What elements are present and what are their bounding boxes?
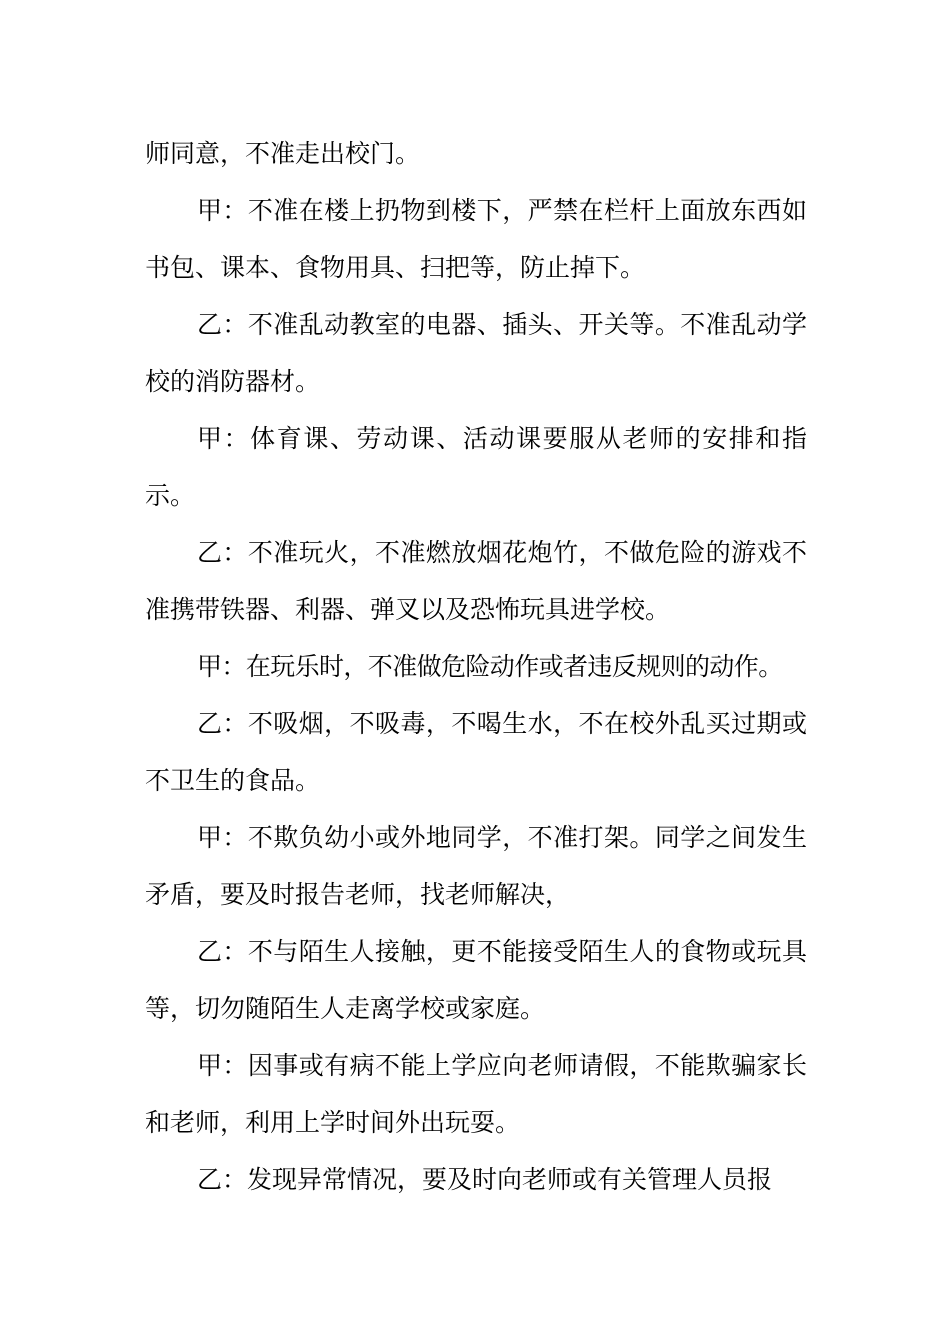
paragraph-jia-1: 甲：不准在楼上扔物到楼下，严禁在栏杆上面放东西如书包、课本、食物用具、扫把等，防止掉下。 bbox=[145, 196, 807, 282]
paragraph-jia-2: 甲：体育课、劳动课、活动课要服从老师的安排和指示。 bbox=[145, 424, 807, 510]
paragraph-yi-5: 乙：发现异常情况，要及时向老师或有关管理人员报 bbox=[197, 1165, 773, 1194]
document-body bbox=[145, 125, 807, 1208]
paragraph-yi-3: 乙：不吸烟，不吸毒，不喝生水，不在校外乱买过期或不卫生的食品。 bbox=[145, 709, 807, 795]
paragraph-jia-5: 甲：因事或有病不能上学应向老师请假，不能欺骗家长和老师，利用上学时间外出玩耍。 bbox=[145, 1051, 807, 1137]
paragraph-continuation: 师同意，不准走出校门。 bbox=[145, 139, 421, 168]
paragraph-yi-1: 乙：不准乱动教室的电器、插头、开关等。不准乱动学校的消防器材。 bbox=[145, 310, 807, 396]
paragraph-jia-4: 甲：不欺负幼小或外地同学，不准打架。同学之间发生矛盾，要及时报告老师，找老师解决， bbox=[145, 823, 807, 909]
paragraph-yi-2: 乙：不准玩火，不准燃放烟花炮竹，不做危险的游戏不准携带铁器、利器、弹叉以及恐怖玩具进学校。 bbox=[145, 538, 807, 624]
paragraph-jia-3: 甲：在玩乐时，不准做危险动作或者违反规则的动作。 bbox=[197, 652, 783, 681]
paragraph-yi-4: 乙：不与陌生人接触，更不能接受陌生人的食物或玩具等，切勿随陌生人走离学校或家庭。 bbox=[145, 937, 807, 1023]
